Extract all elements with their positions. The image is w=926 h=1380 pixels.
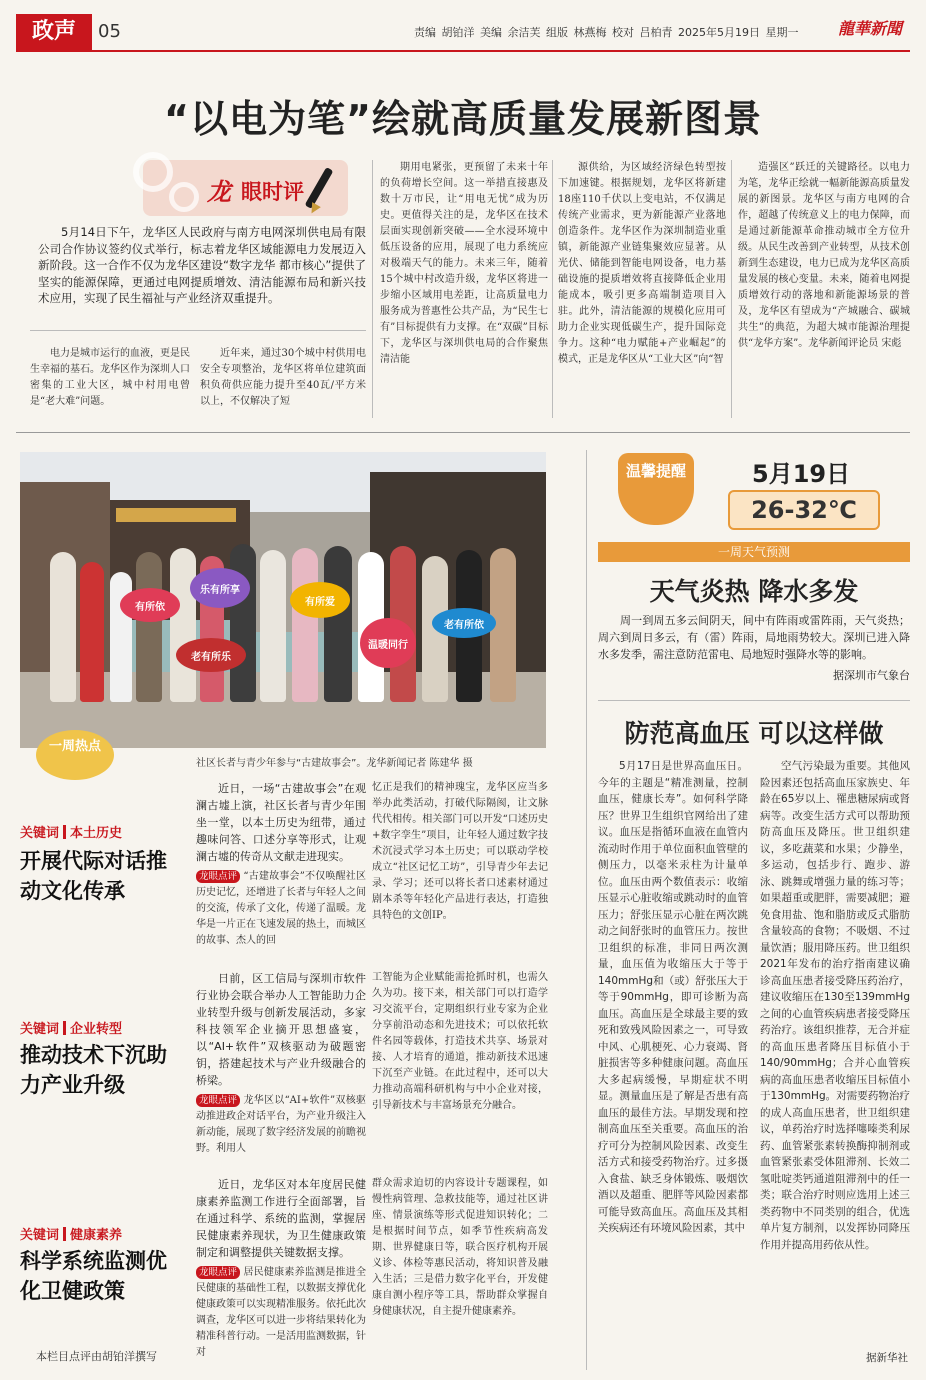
weather-temperature: 26-32℃ (728, 490, 880, 530)
keyword-bar (63, 1021, 66, 1035)
weather-badge: 温馨提醒 (618, 453, 694, 525)
column-rule (552, 160, 553, 418)
column-rule (372, 160, 373, 418)
photo-person (230, 544, 256, 702)
keyword-label: 关键词 (20, 826, 60, 841)
section-tag: 政声 (16, 14, 92, 50)
weather-headline: 天气炎热 降水多发 (649, 577, 859, 606)
topic-comment (196, 1093, 366, 1157)
topic-column-right (372, 780, 548, 960)
topic-title: 推动技术下沉助力产业升级 (20, 1043, 167, 1097)
comment-text: 龙华区以“AI+软件”双核驱动推进政企对话平台，为产业升级注入新动能，展现了数字经济发展的前瞻视野。利用人 (196, 1095, 366, 1154)
topic-column-left (196, 970, 366, 1154)
commentary-column-2: 近年来，通过30个城中村供用电安全专项整治，龙华区将单位建筑面积负荷供应能力提升至40瓦/平方米以上，不仅解决了短 (200, 348, 366, 407)
topic-keyword (20, 1018, 122, 1037)
column-rule (731, 160, 732, 418)
health-article-source: 据新华社 (866, 1352, 908, 1364)
photo-sign-board: 乐有所享 (190, 568, 250, 608)
topic-column-right (372, 1176, 548, 1368)
keyword-label: 关键词 (20, 1228, 60, 1243)
badge-decoration (133, 152, 173, 192)
header-rule (16, 50, 910, 52)
badge-label: 眼时评 (241, 180, 304, 204)
comment-pill: 龙眼点评 (196, 1094, 240, 1107)
weather-body: 周一到周五多云间阴天，间中有阵雨或雷阵雨，天气炎热；周六到周日多云，有（雷）阵雨，局地雨势较大。深圳已进入降水多发季，需注意防范雷电、局地短时强降水等的影响。 (598, 614, 910, 661)
photo-caption: 社区长者与青少年参与“古建故事会”。龙华新闻记者 陈建华 摄 (196, 758, 473, 769)
photo-sign-board: 温暖同行 (360, 618, 416, 668)
keyword-bar (63, 825, 66, 839)
keyword-label: 关键词 (20, 1022, 60, 1037)
photo-person (260, 550, 286, 702)
photo-shop-sign (116, 508, 236, 522)
keyword-tag: 健康素养 (70, 1228, 123, 1243)
photo-sign-board: 老有所乐 (176, 638, 246, 672)
photo-person (170, 548, 196, 702)
main-headline: “以电为笔”绘就高质量发展新图景 (164, 97, 762, 141)
commentary-column-1: 电力是城市运行的血液，更是民生幸福的基石。龙华区作为深圳人口密集的工业大区，城中村用电曾是“老大难”问题。 (30, 348, 190, 407)
column-rule (586, 450, 587, 1370)
comment-pill: 龙眼点评 (196, 1266, 240, 1279)
masthead-logo: 龍華新聞 (838, 19, 903, 38)
keyword-bar (63, 1227, 66, 1241)
topic-comment (196, 1265, 366, 1361)
keyword-tag: 企业转型 (70, 1022, 123, 1037)
photo-person (136, 552, 162, 702)
health-article-column-2: 空气污染最为重要。其他风险因素还包括高血压家族史、年龄在65岁以上、罹患糖尿病或肾病等。改变生活方式可以帮助预防高血压及降压。世卫组织建议，多吃蔬菜和水果；少静坐，多运动，包括步行、跑步、游泳、跳舞或增强力量的练习等；如果超重或肥胖，需要减肥；避免食用盐、饱和脂肪或反式脂肪含量较高的食物；不吸烟、不过量饮酒；服用降压药。世卫组织2021年发布的治疗指南建议确诊高血压患者接受降压药治疗，建议收缩压在130至139mmHg之间的心血管疾病患者接受降压药治疗。该组织推荐，无合并症的高血压患者降压目标值小于140/90mmHg；合并心血管疾病的高血压患者收缩压目标值小于130mmHg。对需要药物治疗的成人高血压患者，世卫组织建议，单药治疗时选择噻嗪类利尿药、血管紧张素转换酶抑制剂或血管紧张素受体阻滞剂、长效二氢吡啶类钙通道阻滞剂中的任一类；联合治疗时则应选用上述三类药物中不同类别的组合，优选单片复方制剂，以发挥协同降压作用并提高用药依从性。 (760, 760, 910, 1251)
footer-note: 本栏目点评由胡铂洋撰写 (36, 1350, 157, 1363)
topic-column-left (196, 780, 366, 960)
topic-column-left (196, 1176, 366, 1368)
photo-sign-board: 有所依 (120, 588, 180, 622)
topic-keyword (20, 822, 122, 841)
comment-text: 居民健康素养监测是推进全民健康的基础性工程，以数据支撑优化健康政策可以实现精准服务。依托此次调查，龙华区可以进一步将结果转化为精准科普行动。一是活用监测数据，针对 (196, 1267, 367, 1358)
topic-comment (196, 869, 366, 949)
comment-text: 工智能为企业赋能需抢抓时机，也需久久为功。接下来，相关部门可以打造学习交流平台，定期组织行业专家为企业分享前沿动态和先进技术；可以依托软件名园等载体，打造技术共享、场景对接、人才培育的通道，推动新技术迅速下沉至产业链。在此过程中，还可以大力推动高端科研机构与中小企业对接，引导新技术与丰富场景充分融合。 (372, 972, 548, 1111)
commentary-column-5: 造强区”跃迁的关键路径。以电力为笔，龙华正绘就一幅新能源高质量发展的新图景。龙华区与南方电网的合作，超越了传统意义上的电力保障，而是通过新能源革命推动城市全方位升级。从民生改善到产业转型，从技术创新到生态建设，电力已成为龙华区高质量发展的核心变量。未来，随着电网提质增效行动的落地和新能源场景的普及，龙华区有望成为“产城融合、碳城共生”的典范，为超大城市能源治理提供“龙华方案”。龙华新闻评论员 宋彪 (738, 162, 910, 349)
page-number: 05 (98, 21, 121, 42)
health-article-title: 防范高血压 可以这样做 (624, 719, 884, 748)
comment-text: 忆正是我们的精神瑰宝，龙华区应当多举办此类活动，打破代际隔阂，让文脉代代相传。相关部门可以开发“口述历史+数字孪生”项目，让年轻人通过数字技术沉浸式学习本土历史；可以联动学校成立“社区记忆工坊”，引导青少年去记录、学习；还可以将长者口述素材通过剧本杀等年轻化产品进行表达，打造独具特色的文创IP。 (372, 782, 548, 921)
comment-pill: 龙眼点评 (196, 870, 240, 883)
divider (598, 700, 910, 701)
divider (30, 330, 366, 331)
commentary-column-4: 源供给，为区域经济绿色转型按下加速键。根据规划，龙华区将新建18座110千伏以上变电站，不仅满足传统产业需求，更为新能源产业落地创造条件。龙华区作为深圳制造业重镇，新能源产业链集聚效应显著。从光伏、储能到智能电网设备，电力基础设施的提质增效将直接降低企业用能成本，吸引更多高端制造项目入驻。此外，清洁能源的规模化应用可助力企业实现低碳生产，提升国际竞争力。这种“电力赋能+产业崛起”的模式，正是龙华区从“工业大区”向“智 (558, 162, 726, 365)
commentary-column-3: 期用电紧张，更预留了未来十年的负荷增长空间。这一举措直接惠及数十万市民，让“用电无忧”成为历史。更值得关注的是，龙华区在技术层面实现创新突破——全水浸环境中低压设备的应用，展现了电力系统应对极端天气的能力。未来三年，随着15个城中村改造升级，龙华区将进一步缩小区域用电差距，让高质量电力服务成为普惠性公共产品，为“民生七有”目标提供有力支撑。在“双碳”目标下，龙华区与深圳供电局的合作聚焦清洁能 (380, 162, 548, 365)
topic-title: 科学系统监测优化卫健政策 (20, 1249, 167, 1303)
keyword-tag: 本土历史 (70, 826, 123, 841)
section-divider (16, 432, 910, 433)
weekly-hotspot-badge: 一周热点 (36, 730, 114, 780)
topic-title: 开展代际对话推动文化传承 (20, 849, 167, 903)
commentary-badge (143, 160, 348, 216)
topic-keyword (20, 1224, 122, 1243)
badge-logo-char: 龙 (207, 177, 231, 206)
news-photo (20, 452, 546, 748)
weather-date: 5月19日 (752, 460, 851, 488)
commentary-intro: 5月14日下午，龙华区人民政府与南方电网深圳供电局有限公司合作协议签约仪式举行，标志着龙华区域能源电力发展迈入新阶段。这一合作不仅为龙华区建设“数字龙华 都市核心”提供了坚实的能源保障，更通过电网提质增效、清洁能源布局和新兴技术应用，实现了民生福祉与产业经济双重提升。 (38, 225, 366, 305)
topic-lead: 日前，区工信局与深圳市软件行业协会联合举办人工智能助力企业转型升级与创新发展活动，多家科技领军企业摘开思想盛宴，以“AI+软件”双核驱动为破题密钥，搭建起技术与产业升级融合的桥梁。 (196, 972, 366, 1087)
photo-sign-board: 老有所依 (432, 608, 496, 638)
editor-meta: 责编 胡铂洋 美编 余洁芙 组版 林燕梅 校对 吕柏青 2025年5月19日 星期一 (414, 26, 799, 39)
comment-text: “古建故事会”不仅唤醒社区历史记忆，还增进了长者与年轻人之间的交流，传承了文化，传递了温暖。龙华是一片正在飞速发展的热土，而城区的故事、杰人的回 (196, 871, 366, 946)
photo-person (324, 546, 352, 702)
topic-column-right (372, 970, 548, 1140)
photo-person (80, 562, 104, 702)
photo-person (292, 548, 318, 702)
topic-lead: 近日，龙华区对本年度居民健康素养监测工作进行全面部署，旨在通过科学、系统的监测，掌握居民健康素养现状，为卫生健康政策制定和调整提供关键数据支撑。 (196, 1178, 366, 1259)
topic-lead: 近日，一场“古建故事会”在观澜古墟上演，社区长者与青少年围坐一堂，以本土历史为纽带，通过趣味问答、口述分享等形式，让观澜古墟的传奇从文献走进现实。 (196, 782, 366, 863)
comment-text: 群众需求迫切的内容设计专题课程，如慢性病管理、急救技能等，通过社区讲座、情景演练等形式促进知识转化；二是根据时间节点，如季节性疾病高发期、世界健康日等，联合医疗机构开展义诊、体检等惠民活动，将知识普及融入生活；三是借力数字化平台，开发健康自测小程序等工具，帮助群众掌握自身健康状况，自主提升健康素养。 (372, 1178, 548, 1317)
photo-sign-board: 有所爱 (290, 582, 350, 618)
photo-person (50, 552, 76, 702)
health-article-column-1: 5月17日是世界高血压日。今年的主题是“精准测量，控制血压，健康长寿”。如何科学降压？世界卫生组织官网给出了建议。血压是指循环血液在血管内流动时作用于单位面积血管壁的侧压力，以毫米汞柱为计量单位。血压由两个数值表示：收缩压显示心脏收缩或跳动时的血管压力；舒张压显示心脏在两次跳动之间舒张时的血管压力。按世卫组织的标准，非同日两次测量，血压值为收缩压大于等于140mmHg和（或）舒张压大于等于90mmHg，即可诊断为高血压。高血压是全球最主要的致死和致残风险因素之一，可导致中风、心肌梗死、心力衰竭、肾脏损害等多种健康问题。高血压大多起病缓慢，早期症状不明显。测量血压是了解是否患有高血压的最佳方法。早期发现和控制高血压至关重要。高血压的治疗可分为控制风险因素、改变生活方式和接受药物治疗。过多摄入食盐、缺乏身体锻炼、吸烟饮酒以及超重、肥胖等风险因素都可能导致高血压。高血压及其相关疾病还有环境风险因素，其中 (598, 760, 748, 1234)
fountain-pen-icon (305, 167, 334, 209)
badge-decoration (169, 182, 199, 212)
weather-source: 据深圳市气象台 (833, 669, 910, 682)
weather-banner: 一周天气预测 (598, 542, 910, 562)
